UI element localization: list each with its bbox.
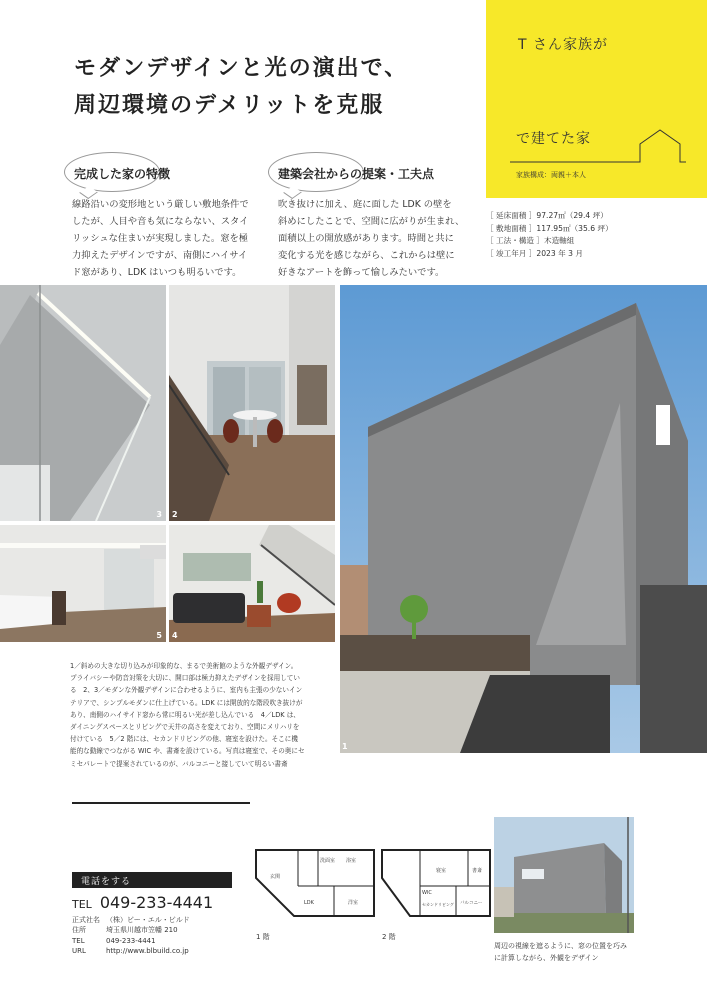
caption-line: に計算しながら、外観をデザイン: [494, 954, 599, 962]
company-row: 正式社名 （株）ビー・エル・ビルド: [72, 916, 190, 924]
caption-line: 周辺の視線を遮るように、窓の位置を巧み: [494, 942, 627, 950]
section-title-features: 完成した家の特徴: [74, 167, 171, 181]
caption-line: 1／斜めの大きな切り込みが印象的な、まるで美術館のような外観デザイン。: [70, 662, 298, 670]
section-title-proposal: 建築会社からの提案・工夫点: [278, 167, 435, 181]
caption-line: ダイニングスペースとリビングで天井の高さを変えており、空間にメリハリを: [70, 723, 300, 732]
exterior-caption: [494, 940, 627, 964]
photo-2-dining: [169, 285, 335, 521]
room-label: 玄関: [270, 874, 281, 880]
call-heading: 電話をする: [72, 872, 232, 888]
photo-4-living: [169, 525, 335, 642]
floor-plan-2: [380, 848, 492, 918]
caption-line: 能的な動線でつながる WIC や、書斎を設けている。写真は寝室で、その奥にセ: [70, 747, 305, 756]
photo-3-light-slit: [0, 285, 166, 521]
photo-number: 3: [156, 510, 162, 519]
spec-item: ［ 延床面積 ］97.27㎡（29.4 坪）: [486, 211, 608, 220]
room-label: 寝室: [436, 868, 447, 874]
tel-value: 049-233-4441: [99, 893, 214, 912]
section-text-proposal: [278, 196, 464, 281]
room-label: 書斎: [472, 868, 483, 874]
text-line: 吹き抜けに加え、庭に面した LDK の壁を: [278, 199, 452, 210]
company-row[interactable]: URL http://www.blbuild.co.jp: [72, 946, 189, 955]
phone-number[interactable]: [72, 893, 213, 912]
spec-item: ［ 竣工年月 ］2023 年 3 月: [486, 248, 583, 258]
room-label: バルコニー: [460, 901, 483, 906]
divider: [72, 802, 250, 804]
title-bottom: で建てた家: [516, 131, 591, 147]
title-top: T さん家族が: [518, 37, 609, 53]
photo-caption: [70, 660, 340, 770]
caption-line: プライバシーや防音対策を大切に、開口部は極力抑えたデザインを採用してい: [70, 674, 300, 683]
floor-plan-1: [254, 848, 376, 918]
text-line: 変化する光を感じながら、これからは壁に: [278, 250, 455, 261]
photo-5-bedroom: [0, 525, 166, 642]
family-composition: 家族構成：両親＋本人: [516, 171, 586, 179]
company-row: 住所 埼玉県川越市笠幡 210: [72, 926, 178, 935]
photo-number: 4: [172, 631, 178, 640]
company-info: [72, 915, 190, 956]
headline-line-2: 周辺環境のデメリットを克服: [74, 93, 385, 118]
photo-1-exterior: [340, 285, 707, 753]
section-text-features: [72, 196, 249, 281]
text-line: 面積以上の開放感があります。時間と共に: [278, 233, 454, 244]
headline: [74, 50, 408, 124]
text-line: 好きなアートを飾って愉しみたいです。: [278, 267, 445, 278]
company-row: TEL 049-233-4441: [72, 936, 156, 945]
text-line: したが、人目や音も気にならない、スタイ: [72, 216, 249, 227]
spec-item: ［ 敷地面積 ］117.95㎡（35.6 坪）: [486, 223, 613, 233]
room-label: LDK: [304, 900, 314, 906]
text-line: 線路沿いの変形地という厳しい敷地条件で: [72, 199, 249, 210]
caption-line: 付けている 5／2 階には、セカンドリビングの他、寝室を設けた。そこに機: [70, 735, 298, 744]
room-label: WIC: [422, 890, 432, 896]
floor-plan-1-label: 1 階: [256, 933, 270, 941]
photo-number: 2: [172, 510, 178, 519]
room-label: 浴室: [346, 858, 357, 864]
tel-label: TEL: [72, 898, 92, 911]
room-label: 洋室: [348, 900, 359, 906]
text-line: ド窓があり、LDK はいつも明るいです。: [72, 267, 242, 278]
room-label: 洗面室: [320, 858, 336, 864]
text-line: リッシュな住まいが実現しました。窓を極: [72, 233, 249, 244]
caption-line: る 2、3／モダンな外観デザインに合わせるように、室内も主張の少ないイン: [70, 686, 303, 695]
spec-list: [486, 210, 613, 260]
website-link[interactable]: http://www.blbuild.co.jp: [106, 946, 189, 955]
text-line: 力抑えたデザインですが、南側にハイサイ: [72, 250, 248, 261]
room-label: セカンドリビング: [422, 902, 454, 907]
photo-exterior-side: [494, 817, 634, 933]
caption-line: テリアで、シンプルモダンに仕上げている。LDK には開放的な階段吹き抜けが: [70, 698, 303, 707]
title-box: [486, 0, 707, 198]
photo-number: 5: [156, 631, 162, 640]
caption-line: ミセパレートで提案されているのが、バルコニーと接していて明るい書斎: [70, 759, 288, 768]
spec-item: ［ 工法・構造 ］木造軸組: [486, 236, 575, 245]
text-line: 斜めにしたことで、空間に広がりが生まれ、: [278, 216, 465, 227]
photo-number: 1: [342, 742, 348, 751]
caption-line: あり、南側のハイサイド窓から常に明るい光が差し込んでいる 4／LDK は、: [70, 710, 300, 719]
headline-line-1: モダンデザインと光の演出で、: [74, 56, 409, 81]
floor-plan-2-label: 2 階: [382, 933, 396, 941]
